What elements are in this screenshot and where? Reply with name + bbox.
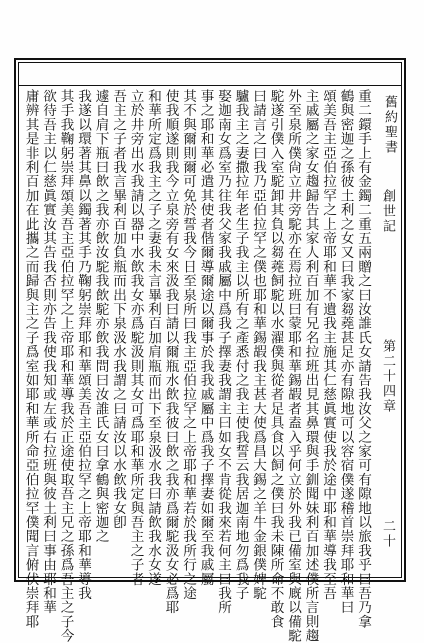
text-column: 我遂以環著其鼻以鐲著其手乃鞠躬崇拜耶和華頌美吾主亞伯拉罕之上帝耶和華導我 [75, 89, 91, 601]
text-column: 驢我主之妻撒拉年老生子我主以所有之產悉付之我主使我誓云我居迦南地勿爲我子 [232, 89, 249, 601]
text-column: 和華所定爲我主之子之妻我未言畢利百加肩瓶而出下至泉汲水我曰請飲我水女遂 [145, 89, 161, 586]
text-column: 外至泉所僕尙立井旁駝亦在焉拉班曰蒙耶和華錫嘏者盍入乎何立於外我已備室與廐以備駝 [285, 89, 301, 643]
frame-inner-border [18, 62, 402, 643]
book-section: 創世記 [380, 189, 395, 234]
chapter-label: 第二十四章 [380, 339, 395, 414]
text-column: 欲待吾主以仁慈眞實汝其告我否則亦告我使我知或左或右拉班與彼土利曰事由耶和華 [40, 89, 56, 615]
text-column: 駝遂引僕入室駝卸其負以芻蕘飼駝以水濯僕與從者足具食以飼之僕曰我未陳所命不敢食 [267, 89, 284, 629]
text-column: 鶴與密迦之孫彼土利之女又曰我家芻蕘甚足亦有隙地可以容宿僕遂稽首崇拜耶和華曰 [337, 89, 354, 615]
text-column: 立於井旁出水我請以器中水飲我女亦爲駝汲則其女可爲耶和華所定與吾主之子者 [127, 89, 144, 586]
header-band [19, 63, 401, 86]
text-column: 重二鐶手上有金鐲二重五兩贈之曰汝誰氏女請告我汝父之家可有隙地以旅我乎曰吾乃拿 [355, 89, 371, 629]
page-frame [14, 58, 406, 643]
page-number: 二十 [380, 519, 395, 549]
side-margin [375, 89, 397, 571]
book-title: 舊約聖書 [382, 95, 397, 155]
text-column: 庸辨其是非利百加在此攜之而歸與主之子爲室如耶和華所命亞伯拉罕僕聞言俯伏崇拜耶 [22, 89, 39, 629]
text-column: 事之耶和華必遣其使者偕爾導爾途以爾事於我我戚屬中爲我子擇妻如爾至我戚屬 [197, 89, 214, 586]
text-column: 其手我鞠躬崇拜頌美吾主亞伯拉罕之上帝耶和華導我於正途使取吾主兄之孫爲吾主之子今 [57, 89, 74, 643]
text-column: 遽自肩下瓶曰飲之我亦飲汝駝我飲駝亦飲我問曰汝誰氏女曰拿鶴與密迦之 [92, 89, 109, 544]
text-column: 頌美吾主亞伯拉罕之上帝耶和華不遺我主施其仁慈眞實使我於途中耶和華導我至吾 [320, 89, 336, 601]
text-column: 主戚屬之家女趨歸告其家人利百加有兄名拉班出見其鼻環與手釧聞妹利百加述僕所言則趨 [302, 89, 319, 643]
body-text [22, 89, 371, 643]
text-column: 曰請言之曰我乃亞伯拉罕之僕也耶和華錫嘏我主甚大使爲昌大錫之羊牛金銀僕婢駝 [250, 89, 266, 601]
text-column: 吾主之子者我言畢利百加負瓶而出下泉汲水我謂之曰請汝以水飲我女卽 [110, 89, 126, 530]
text-column: 娶迦南女爲室乃往我父家我戚屬中爲我子擇妻我謂主曰如女不肯從我來若何主曰我所 [215, 89, 231, 615]
text-column: 使我順遂則我今立泉旁有女來汲我曰請以爾瓶水飲我彼曰飲之我亦爲爾駝汲女必爲耶 [162, 89, 179, 615]
text-column: 其不與爾則爾可免於誓我今日至泉所曰我主亞伯拉罕之上帝耶和華若於我所行之途 [180, 89, 196, 601]
